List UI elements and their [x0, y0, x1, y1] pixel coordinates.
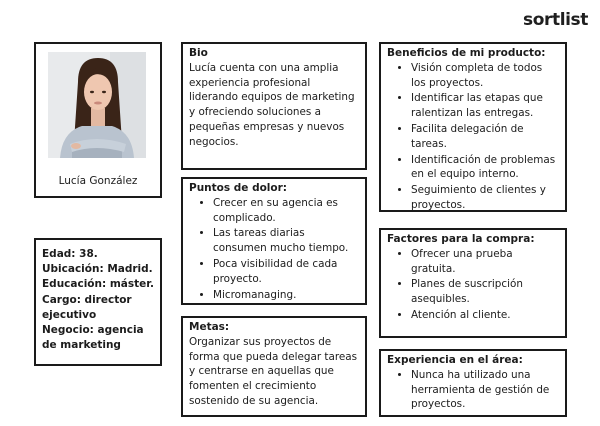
- experience-title: Experiencia en el área:: [387, 354, 523, 366]
- role-text: Cargo: director ejecutivo: [42, 293, 132, 321]
- list-item: • Las tareas diarias consumen mucho tiempo.: [213, 226, 359, 256]
- bio-card: [181, 42, 367, 170]
- goals-title: Metas:: [189, 321, 230, 333]
- education-text: Educación: máster.: [42, 278, 154, 291]
- pain-points-title: Puntos de dolor:: [189, 182, 287, 194]
- benefits-card: [379, 42, 567, 212]
- purchase-factors-card: [379, 228, 567, 338]
- list-item: • Visión completa de todos los proyectos.: [411, 61, 559, 91]
- list-item: • Ofrecer una prueba gratuita.: [411, 247, 559, 277]
- list-item: • Nunca ha utilizado una herramienta de gestión de proyectos.: [411, 368, 559, 412]
- list-item: • Identificar las etapas que ralentizan las entregas.: [411, 91, 559, 121]
- goals-card: [181, 316, 367, 417]
- person-name: Lucía González: [58, 175, 138, 187]
- list-item: • Crecer en su agencia es complicado.: [213, 196, 359, 226]
- purchase-factors-list: [387, 247, 559, 323]
- business-text: Negocio: agencia de marketing: [42, 324, 144, 352]
- benefits-title: Beneficios de mi producto:: [387, 47, 546, 59]
- profile-card: [34, 42, 162, 198]
- experience-card: [379, 349, 567, 417]
- list-item: • Planes de suscripción asequibles.: [411, 277, 559, 307]
- location-text: Ubicación: Madrid.: [42, 263, 153, 276]
- list-item: • Identificación de problemas en el equipo interno.: [411, 153, 559, 183]
- sortlist-logo: sortlist: [522, 10, 588, 30]
- benefits-list: [387, 61, 559, 213]
- bio-text: Lucía cuenta con una amplia experiencia profesional liderando equipos de marketing y ofreciendo soluciones a pequeñas empresas y nuevos negocios.: [189, 61, 355, 148]
- purchase-factors-title: Factores para la compra:: [387, 233, 535, 245]
- list-item: • Poca visibilidad de cada proyecto.: [213, 257, 359, 287]
- list-item: • Facilita delegación de tareas.: [411, 122, 559, 152]
- woman-portrait-image: [48, 52, 146, 158]
- profile-photo: [48, 52, 146, 158]
- list-item: • Micromanaging.: [213, 288, 359, 303]
- demographics-card: [34, 238, 162, 366]
- list-item: • Seguimiento de clientes y proyectos.: [411, 183, 559, 213]
- pain-points-card: [181, 177, 367, 305]
- bio-title: Bio: [189, 47, 208, 59]
- age-text: Edad: 38.: [42, 248, 98, 260]
- experience-list: [387, 368, 559, 412]
- goals-text: Organizar sus proyectos de forma que pueda delegar tareas y centrarse en aquellas que fomenten el crecimiento sostenido de su agencia.: [189, 335, 358, 407]
- list-item: • Atención al cliente.: [411, 308, 559, 323]
- pain-points-list: [189, 196, 359, 302]
